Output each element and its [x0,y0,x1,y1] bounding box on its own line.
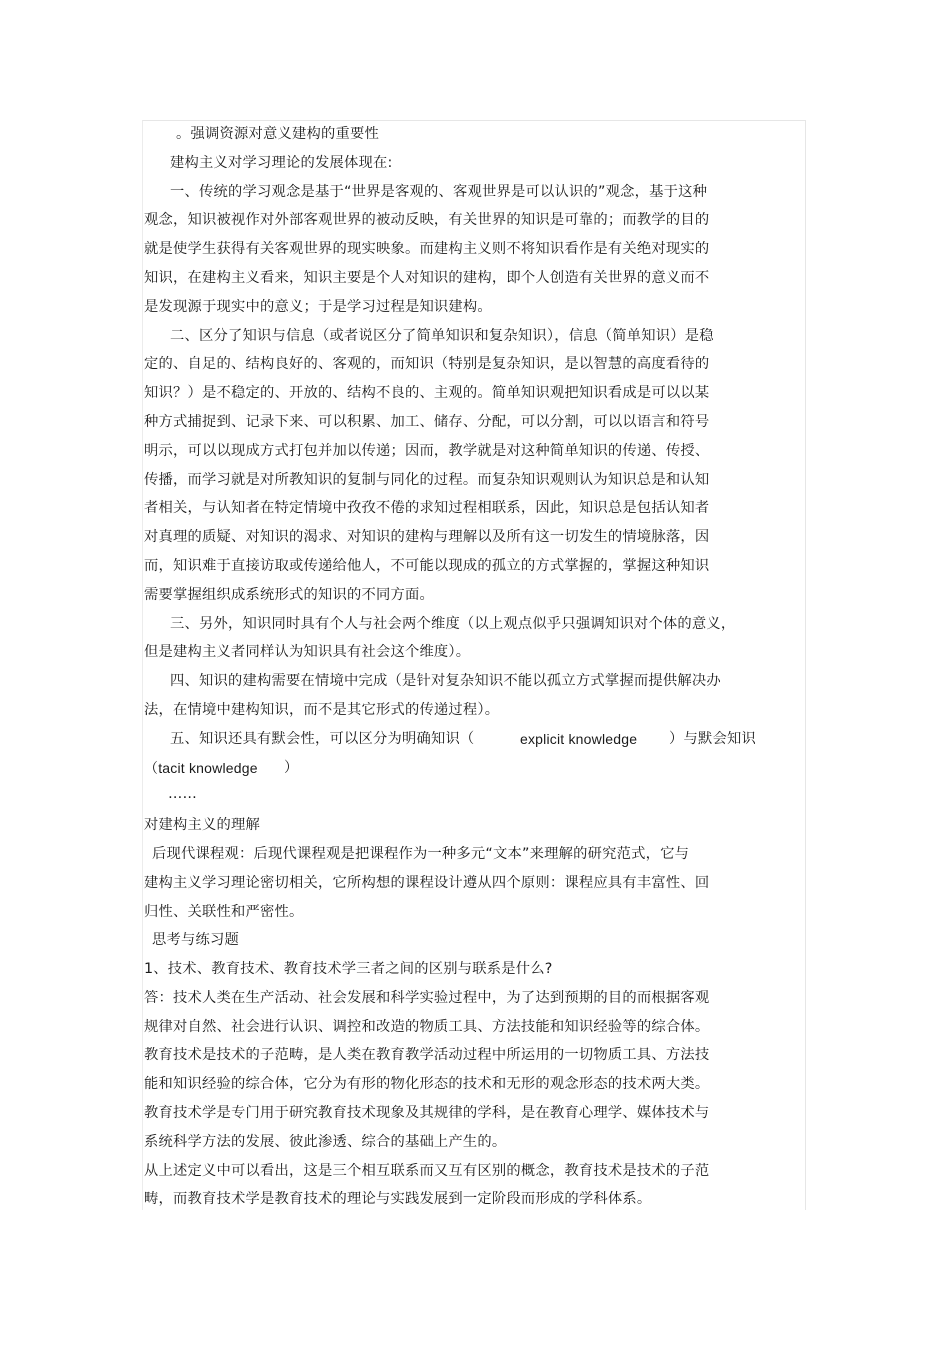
text-line: 答：技术人类在生产活动、社会发展和科学实验过程中，为了达到预期的目的而根据客观 [144,990,710,1006]
text-line: ）与默会知识 [669,731,756,747]
term-explicit-knowledge: explicit knowledge [520,731,638,747]
text-line: 教育技术是技术的子范畴，是人类在教育教学活动过程中所运用的一切物质工具、方法技 [144,1047,710,1063]
text-line: 教育技术学是专门用于研究教育技术现象及其规律的学科，是在教育心理学、媒体技术与 [144,1105,710,1121]
text-line: 。强调资源对意义建构的重要性 [176,126,379,142]
text-line: 五、知识还具有默会性，可以区分为明确知识（ [170,731,475,747]
text-line: 需要掌握组织成系统形式的知识的不同方面。 [144,587,434,603]
text-line: 传播，而学习就是对所教知识的复制与同化的过程。而复杂知识观则认为知识总是和认知 [144,472,710,488]
text-line: 但是建构主义者同样认为知识具有社会这个维度）。 [144,644,471,660]
text-line: 一、传统的学习观念是基于“世界是客观的、客观世界是可以认识的”观念，基于这种 [170,184,708,200]
text-line: 种方式捕捉到、记录下来、可以积累、加工、储存、分配，可以分割，可以以语言和符号 [144,414,710,430]
term-tacit-knowledge: （tacit knowledge [144,760,258,776]
section-heading: 思考与练习题 [152,932,239,948]
text-line: 就是使学生获得有关客观世界的现实映象。而建构主义则不将知识看作是有关绝对现实的 [144,241,710,257]
text-line: 观念，知识被视作对外部客观世界的被动反映，有关世界的知识是可靠的；而教学的目的 [144,212,710,228]
text-line: 知识？）是不稳定的、开放的、结构不良的、主观的。简单知识观把知识看成是可以以某 [144,385,710,401]
text-line: 归性、关联性和严密性。 [144,904,304,920]
text-line: 定的、自足的、结构良好的、客观的，而知识（特别是复杂知识，是以智慧的高度看待的 [144,356,710,372]
text-line: 对真理的质疑、对知识的渴求、对知识的建构与理解以及所有这一切发生的情境脉落，因 [144,529,710,545]
text-line: 后现代课程观：后现代课程观是把课程作为一种多元“文本”来理解的研究范式，它与 [152,846,690,862]
text-line: 三、另外，知识同时具有个人与社会两个维度（以上观点似乎只强调知识对个体的意义， [170,616,736,632]
text-line: 规律对自然、社会进行认识、调控和改造的物质工具、方法技能和知识经验等的综合体。 [144,1019,710,1035]
text-line: 二、区分了知识与信息（或者说区分了简单知识和复杂知识），信息（简单知识）是稳 [170,328,714,344]
ellipsis: …… [168,786,197,802]
text-line: 法，在情境中建构知识，而不是其它形式的传递过程）。 [144,702,500,718]
text-line: ） [284,760,299,776]
text-line: 者相关，与认知者在特定情境中孜孜不倦的求知过程相联系，因此，知识总是包括认知者 [144,500,710,516]
text-line: 系统科学方法的发展、彼此渗透、综合的基础上产生的。 [144,1134,507,1150]
text-line: 四、知识的建构需要在情境中完成（是针对复杂知识不能以孤立方式掌握而提供解决办 [170,673,721,689]
text-line: 是发现源于现实中的意义；于是学习过程是知识建构。 [144,299,492,315]
question: 1、技术、教育技术、教育技术学三者之间的区别与联系是什么? [144,961,553,977]
section-heading: 对建构主义的理解 [144,817,260,833]
text-line: 明示，可以以现成方式打包并加以传递；因而，教学就是对这种简单知识的传递、传授、 [144,443,710,459]
text-line: 建构主义学习理论密切相关，它所构想的课程设计遵从四个原则：课程应具有丰富性、回 [144,875,710,891]
text-line: 能和知识经验的综合体，它分为有形的物化形态的技术和无形的观念形态的技术两大类。 [144,1076,710,1092]
text-line: 知识，在建构主义看来，知识主要是个人对知识的建构，即个人创造有关世界的意义而不 [144,270,710,286]
text-line: 建构主义对学习理论的发展体现在: [170,155,393,171]
text-line: 而，知识难于直接访取或传递给他人，不可能以现成的孤立的方式掌握的，掌握这种知识 [144,558,710,574]
text-line: 畴，而教育技术学是教育技术的理论与实践发展到一定阶段而形成的学科体系。 [144,1191,652,1207]
text-line: 从上述定义中可以看出，这是三个相互联系而又互有区别的概念，教育技术是技术的子范 [144,1163,710,1179]
